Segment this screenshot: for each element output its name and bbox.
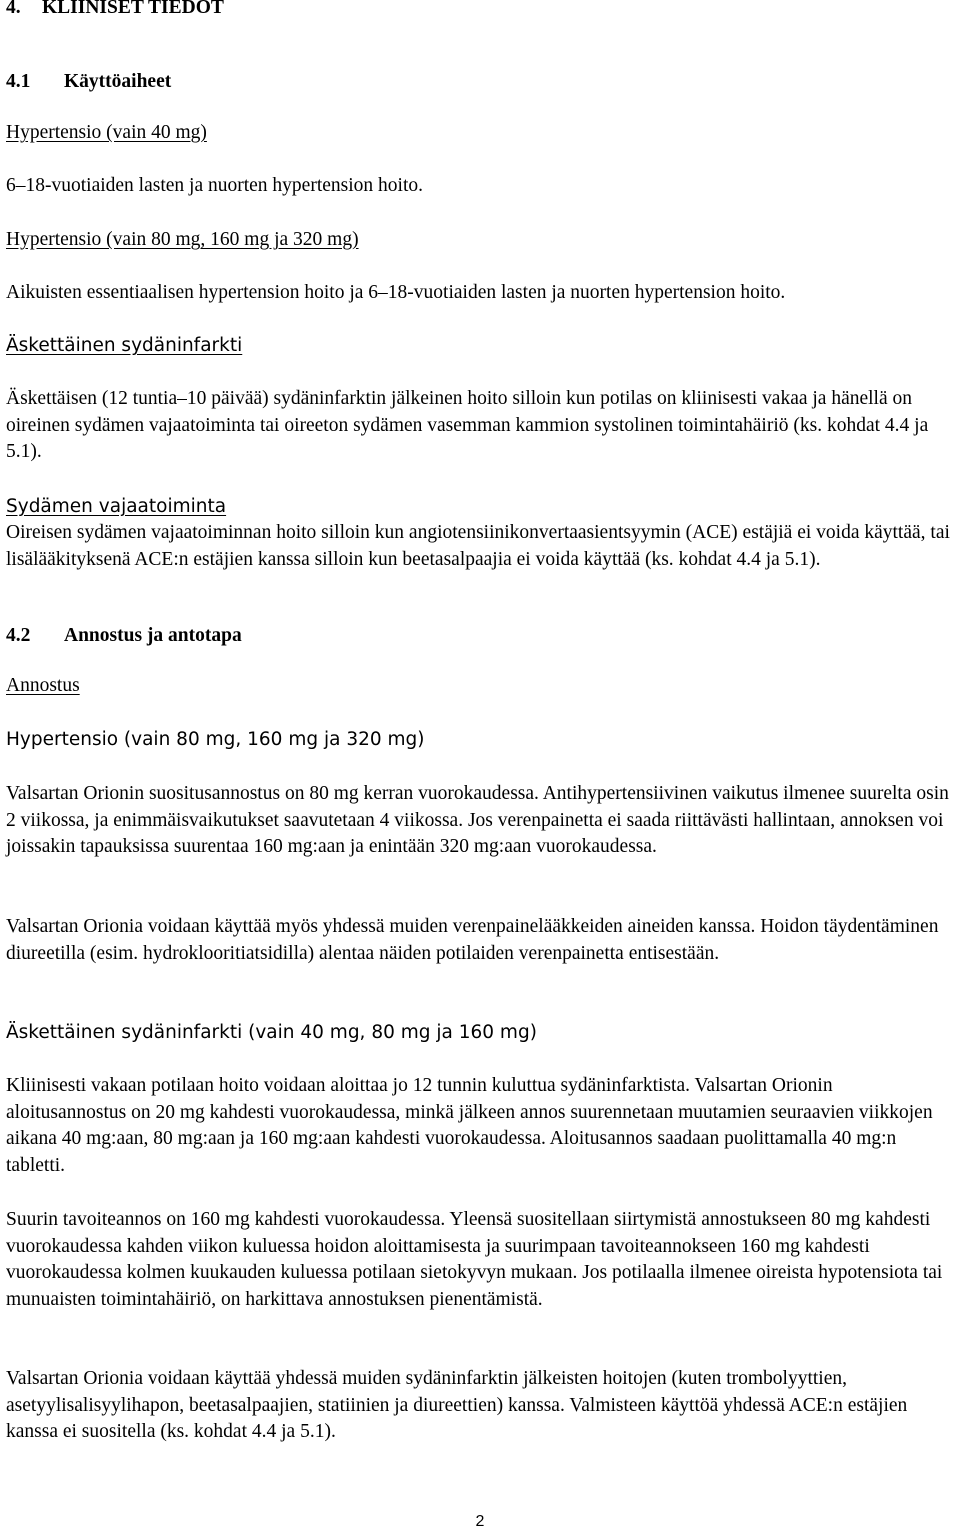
- section-4-title: KLIINISET TIEDOT: [42, 0, 224, 18]
- section-4-2-title: Annostus ja antotapa: [64, 625, 242, 646]
- recent-mi-heading: Äskettäinen sydäninfarkti: [6, 335, 243, 356]
- section-4-2-heading: [6, 623, 954, 650]
- section-4-1-number: 4.1: [6, 71, 31, 92]
- dosage-mi-heading: Äskettäinen sydäninfarkti (vain 40 mg, 80 mg ja 160 mg): [6, 1022, 537, 1043]
- dosage-hypertension-paragraph-2: Valsartan Orionia voidaan käyttää myös yhdessä muiden verenpainelääkkeiden aineiden kanssa. Hoidon täydentäminen diureetilla (esim. hydroklooritiatsidilla) alentaa näiden potilaiden verenpainetta entisestään.: [6, 916, 939, 964]
- heart-failure-text: Oireisen sydämen vajaatoiminnan hoito silloin kun angiotensiinikonvertaasientsyymin (ACE) estäjiä ei voida käyttää, tai lisälääkityksenä ACE:n estäjien kanssa silloin kun beetasalpaajia ei voida käyttää (ks. kohdat 4.4 ja 5.1).: [6, 522, 950, 570]
- dosage-mi-paragraph-3: Valsartan Orionia voidaan käyttää yhdessä muiden sydäninfarktin jälkeisten hoitojen (kuten trombolyyttien, asetyylisalisyylihapon, beetasalpaajien, statiinien ja diureettien) kanssa. Valmisteen käyttöä yhdessä ACE:n estäjien kanssa ei suositella (ks. kohdat 4.4 ja 5.1).: [6, 1368, 908, 1442]
- dosage-mi-paragraph-2: Suurin tavoiteannos on 160 mg kahdesti vuorokaudessa. Yleensä suositellaan siirtymistä annostukseen 80 mg kahdesti vuorokaudessa kahden viikon kuluessa hoidon aloittamisesta ja suurimpaan tavoiteannokseen 160 mg kahdesti vuorokaudessa kolmen kuukauden kuluessa potilaan sietokyvyn mukaan. Jos potilaalla ilmenee oireista hypotensiota tai munuaisten toimintahäiriö, on harkittava annostuksen pienentämistä.: [6, 1209, 943, 1310]
- section-4-1-heading: [6, 69, 954, 96]
- hypertension-80-text: Aikuisten essentiaalisen hypertension hoito ja 6–18-vuotiaiden lasten ja nuorten hypertension hoito.: [6, 282, 786, 303]
- section-4-heading: [6, 0, 954, 22]
- section-4-1-title: Käyttöaiheet: [64, 71, 172, 92]
- hypertension-40-heading: Hypertensio (vain 40 mg): [6, 122, 207, 143]
- dosage-hypertension-paragraph-1: Valsartan Orionin suositusannostus on 80 mg kerran vuorokaudessa. Antihypertensiivinen vaikutus ilmenee suurelta osin 2 viikossa, ja enimmäisvaikutukset saavutetaan 4 viikossa. Jos verenpainetta ei saada riittävästi hallintaan, annoksen voi joissakin tapauksissa suurentaa 160 mg:aan ja enintään 320 mg:aan vuorokaudessa.: [6, 783, 949, 857]
- page-number: 2: [475, 1513, 485, 1530]
- heart-failure-heading: Sydämen vajaatoiminta: [6, 496, 227, 517]
- hypertension-80-heading: Hypertensio (vain 80 mg, 160 mg ja 320 mg): [6, 229, 359, 250]
- dosage-subheading: Annostus: [6, 675, 80, 696]
- dosage-mi-paragraph-1: Kliinisesti vakaan potilaan hoito voidaan aloittaa jo 12 tunnin kuluttua sydäninfarktista. Valsartan Orionin aloitusannostus on 20 mg kahdesti vuorokaudessa, minkä jälkeen annos suurennetaan muutamien seuraavien viikkojen aikana 40 mg:aan, 80 mg:aan ja 160 mg:aan kahdesti vuorokaudessa. Aloitusannos saadaan puolittamalla 40 mg:n tabletti.: [6, 1075, 933, 1176]
- section-4-number: 4.: [6, 0, 21, 18]
- dosage-hypertension-heading: Hypertensio (vain 80 mg, 160 mg ja 320 mg): [6, 729, 425, 750]
- section-4-2-number: 4.2: [6, 625, 31, 646]
- recent-mi-text: Äskettäisen (12 tuntia–10 päivää) sydäninfarktin jälkeinen hoito silloin kun potilas on kliinisesti vakaa ja hänellä on oireinen sydämen vajaatoiminta tai oireeton sydämen vasemman kammion systolinen toimintahäiriö (ks. kohdat 4.4 ja 5.1).: [6, 388, 929, 462]
- hypertension-40-text: 6–18-vuotiaiden lasten ja nuorten hypertension hoito.: [6, 175, 423, 196]
